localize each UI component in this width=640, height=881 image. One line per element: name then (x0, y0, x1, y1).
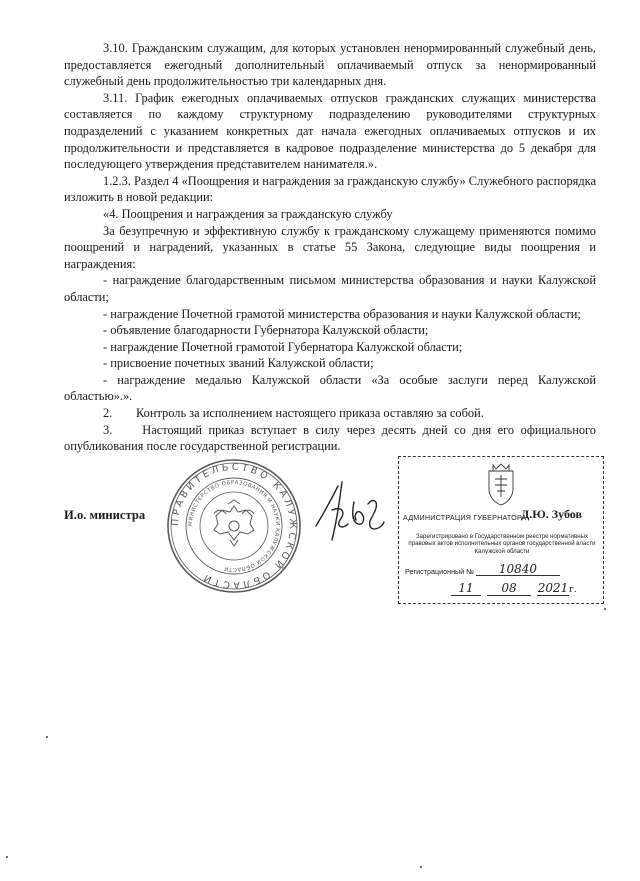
stamp-registration-note: Зарегистрировано в Государственном реестре нормативных правовых актов исполнительных органов государственной власти Калужской области (408, 533, 596, 555)
registration-date-suffix: г. (569, 585, 577, 595)
kaluga-coat-of-arms-icon (483, 461, 519, 512)
paragraph-3-10: 3.10. Гражданским служащим, для которых установлен ненормированный служебный день, предоставляется ежегодный дополнительный оплачиваемый отпуск за ненормированный служебный день продолжительностью три календарных дня. (64, 41, 596, 89)
scan-speck (420, 866, 422, 868)
award-item: - награждение Почетной грамотой министерства образования и науки Калужской области; (103, 306, 581, 321)
seal-inner-text: МИНИСТЕРСТВО ОБРАЗОВАНИЯ И НАУКИ КАЛУЖСКОЙ ОБЛАСТИ (187, 479, 281, 573)
clause-3 (64, 422, 596, 455)
clause-text: Контроль за исполнением настоящего приказа оставляю за собой. (136, 406, 484, 421)
stamp-date-row (451, 581, 577, 596)
registration-number-label: Регистрационный № (405, 567, 474, 576)
clause-number: 2. (103, 406, 113, 421)
award-item: - награждение Почетной грамотой Губернатора Калужской области; (103, 339, 463, 354)
scan-speck (6, 856, 8, 858)
double-headed-eagle-icon (214, 500, 254, 546)
stamp-registration-number-row (405, 563, 560, 576)
registration-date-year: 2021 (537, 581, 569, 595)
registration-date-month: 08 (487, 581, 531, 596)
registration-date-day: 11 (451, 581, 481, 596)
registration-number: 10840 (476, 563, 560, 576)
registration-stamp (398, 456, 604, 604)
section-4-intro: За безупречную и эффективную службу к гражданскому служащему применяются помимо поощрений и наградений, указанных в статье 55 Закона, следующие виды поощрения и награждения: (64, 223, 596, 271)
stamp-official-name: Д.Ю. Зубов (521, 507, 582, 521)
stamp-admin-label: АДМИНИСТРАЦИЯ ГУБЕРНАТОРА (403, 513, 527, 522)
signature-glyph: Ѧ56 (312, 476, 314, 477)
seal-ring-text: ПРАВИТЕЛЬСТВО КАЛУЖСКОЙ ОБЛАСТИ (169, 461, 299, 591)
section-4-title: «4. Поощрения и награждения за гражданскую службу (103, 206, 393, 221)
award-item: - награждение благодарственным письмом министерства образования и науки Калужской области; (64, 273, 596, 304)
scan-speck (604, 608, 606, 610)
award-item: - объявление благодарности Губернатора Калужской области; (103, 323, 429, 338)
paragraph-1-2-3: 1.2.3. Раздел 4 «Поощрения и награждения за гражданскую службу» Служебного распорядка изложить в новой редакции: (64, 173, 596, 205)
award-item: - награждение медалью Калужской области «За особые заслуги перед Калужской областью».». (64, 372, 596, 404)
clause-2 (64, 405, 596, 422)
document-body (64, 40, 596, 455)
paragraph-3-11: 3.11. График ежегодных оплачиваемых отпусков гражданских служащих министерства составляется по каждому структурному подразделению руководителями структурных подразделений с указанием конкретных дат начала ежегодных оплачиваемых отпусков и их продолжительности и представляется в кадровое подразделение министерства до 5 декабря для последующего утверждения представителем нанимателя.». (64, 90, 596, 172)
official-seal (164, 456, 304, 601)
signature-title: И.о. министра (64, 508, 146, 522)
clause-number: 3. (103, 422, 113, 437)
clause-text: Настоящий приказ вступает в силу через десять дней со дня его официального опубликования после государственной регистрации. (64, 422, 596, 454)
handwritten-signature (312, 476, 392, 551)
award-item: - присвоение почетных званий Калужской области; (103, 356, 374, 371)
scan-speck (46, 736, 48, 738)
